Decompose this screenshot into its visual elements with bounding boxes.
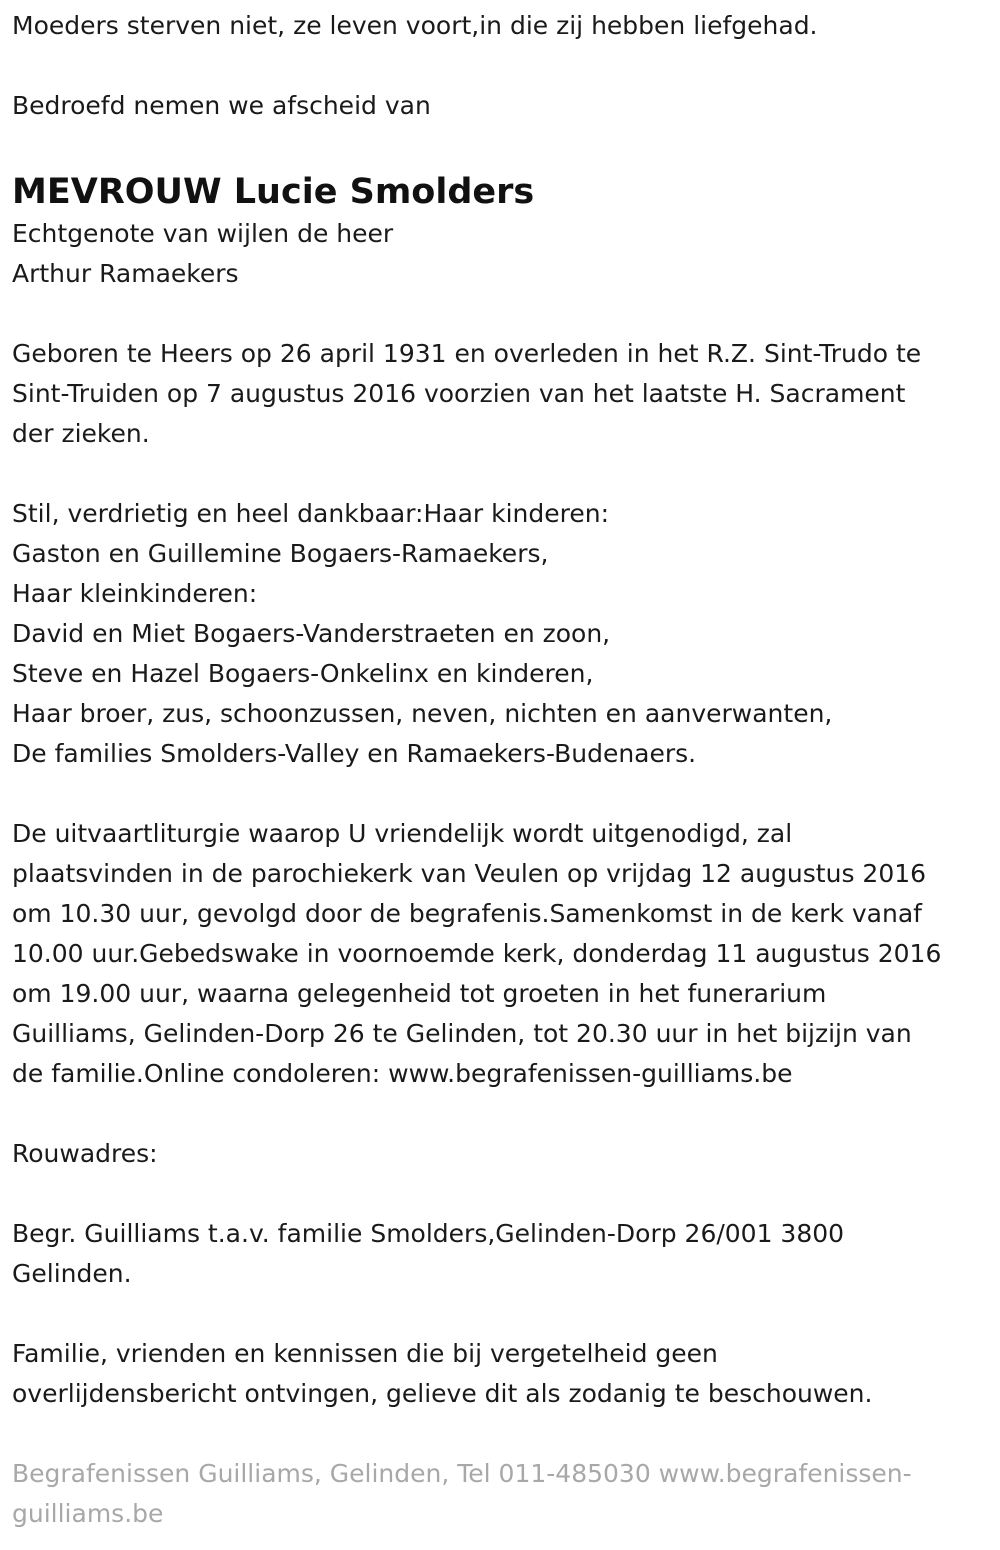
mourning-address-line: Begr. Guilliams t.a.v. familie Smolders,Gelinden-Dorp 26/001 3800 [12, 1219, 845, 1248]
intro-text: Bedroefd nemen we afscheid van [12, 91, 431, 120]
spacer [12, 1174, 988, 1214]
birth-death-line: der zieken. [12, 419, 150, 448]
ceremony-line: De uitvaartliturgie waarop U vriendelijk wordt uitgenodigd, zal [12, 819, 793, 848]
family-line: Haar kleinkinderen: [12, 579, 258, 608]
family-line: Haar broer, zus, schoonzussen, neven, nichten en aanverwanten, [12, 699, 833, 728]
ceremony-line: om 19.00 uur, waarna gelegenheid tot groeten in het funerarium [12, 979, 827, 1008]
family-line: Steve en Hazel Bogaers-Onkelinx en kinderen, [12, 659, 594, 688]
family-line: Gaston en Guillemine Bogaers-Ramaekers, [12, 539, 549, 568]
spacer [12, 454, 988, 494]
spacer [12, 46, 988, 86]
spacer [12, 1094, 988, 1134]
ceremony-line: Guilliams, Gelinden-Dorp 26 te Gelinden, tot 20.30 uur in het bijzijn van [12, 1019, 912, 1048]
ceremony-line: de familie.Online condoleren: www.begrafenissen-guilliams.be [12, 1059, 793, 1088]
family-line: David en Miet Bogaers-Vanderstraeten en zoon, [12, 619, 611, 648]
birth-death-line: Sint-Truiden op 7 augustus 2016 voorzien van het laatste H. Sacrament [12, 379, 906, 408]
ceremony-line: 10.00 uur.Gebedswake in voornoemde kerk, donderdag 11 augustus 2016 [12, 939, 942, 968]
footer-line: Begrafenissen Guilliams, Gelinden, Tel 011-485030 www.begrafenissen- [12, 1459, 912, 1488]
spacer [12, 126, 988, 166]
spouse-line: Echtgenote van wijlen de heer [12, 219, 394, 248]
ceremony-line: om 10.30 uur, gevolgd door de begrafenis.Samenkomst in de kerk vanaf [12, 899, 922, 928]
spacer [12, 294, 988, 334]
spacer [12, 1414, 988, 1454]
family-line: De families Smolders-Valley en Ramaekers-Budenaers. [12, 739, 697, 768]
family-line: Stil, verdrietig en heel dankbaar:Haar kinderen: [12, 499, 610, 528]
ceremony-line: plaatsvinden in de parochiekerk van Veulen op vrijdag 12 augustus 2016 [12, 859, 927, 888]
mourning-address-line: Gelinden. [12, 1259, 132, 1288]
footer-line: guilliams.be [12, 1499, 164, 1528]
spacer [12, 774, 988, 814]
spacer [12, 1294, 988, 1334]
notice-line: overlijdensbericht ontvingen, gelieve dit als zodanig te beschouwen. [12, 1379, 873, 1408]
mourning-address-label: Rouwadres: [12, 1139, 158, 1168]
birth-death-line: Geboren te Heers op 26 april 1931 en overleden in het R.Z. Sint-Trudo te [12, 339, 922, 368]
opening-quote: Moeders sterven niet, ze leven voort,in die zij hebben liefgehad. [12, 11, 818, 40]
deceased-name: MEVROUW Lucie Smolders [12, 172, 535, 212]
spouse-line: Arthur Ramaekers [12, 259, 239, 288]
notice-line: Familie, vrienden en kennissen die bij vergetelheid geen [12, 1339, 718, 1368]
